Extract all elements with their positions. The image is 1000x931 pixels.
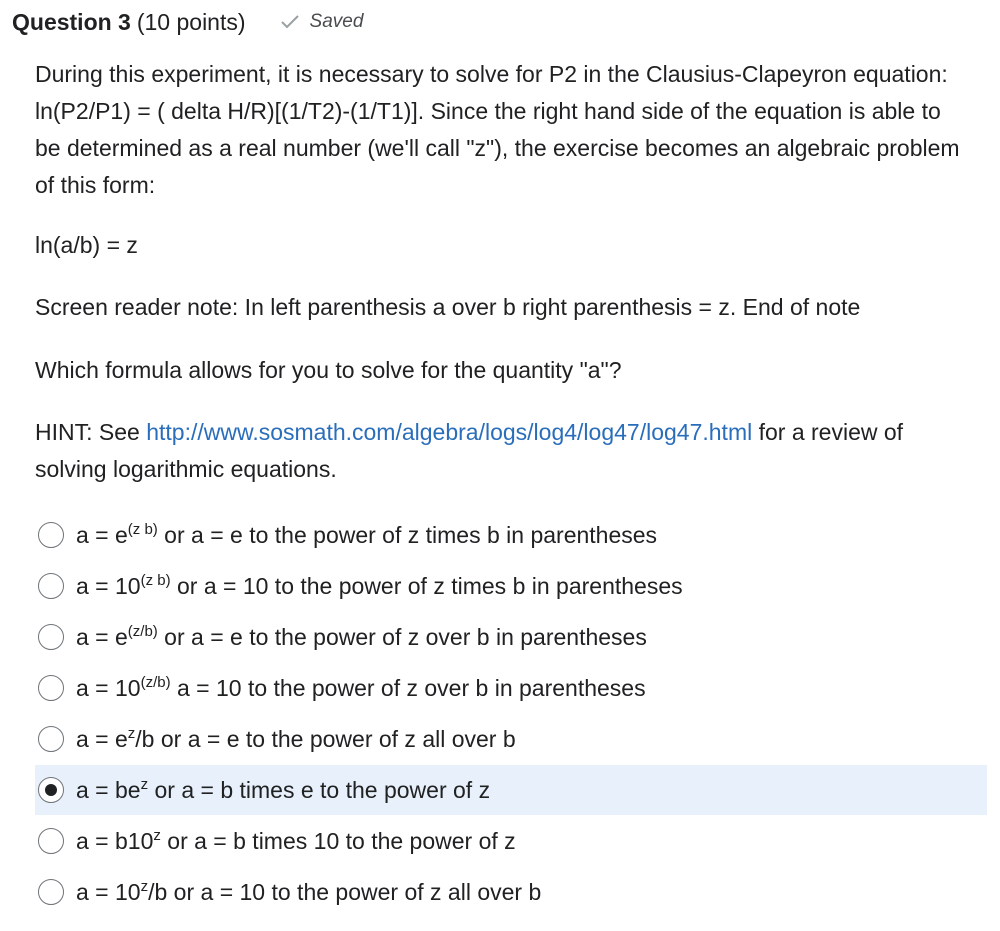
- option-base: a = 10: [76, 572, 141, 599]
- option-base: a = be: [76, 776, 141, 803]
- option-base: a = b10: [76, 827, 154, 854]
- option-exponent: z: [127, 724, 136, 742]
- option-rest: or a = b times e to the power of z: [148, 776, 491, 803]
- answer-option[interactable]: [35, 816, 987, 866]
- option-rest: or a = 10 to the power of z times b in parentheses: [170, 572, 683, 599]
- option-exponent: (z b): [127, 520, 158, 538]
- hint-suffix: for a review of solving logarithmic equations.: [35, 419, 904, 482]
- option-base: a = e: [76, 725, 128, 752]
- question-prompt: Which formula allows for you to solve for the quantity "a"?: [35, 357, 622, 383]
- option-label: [76, 828, 516, 855]
- option-label: [76, 675, 646, 702]
- answer-option[interactable]: [35, 561, 987, 611]
- option-base: a = 10: [76, 878, 141, 905]
- option-exponent: z: [140, 775, 149, 793]
- option-rest: /b or a = 10 to the power of z all over b: [148, 878, 542, 905]
- radio-button[interactable]: [38, 675, 64, 701]
- option-exponent: (z b): [140, 571, 171, 589]
- radio-button[interactable]: [38, 624, 64, 650]
- radio-button[interactable]: [38, 777, 64, 803]
- hint-link[interactable]: http://www.sosmath.com/algebra/logs/log4/log47/log47.html: [146, 419, 753, 445]
- saved-label: Saved: [309, 11, 364, 32]
- option-exponent: (z/b): [140, 673, 171, 691]
- option-label: [76, 879, 541, 906]
- option-base: a = e: [76, 623, 128, 650]
- checkmark-icon: [280, 14, 300, 30]
- radio-button[interactable]: [38, 828, 64, 854]
- option-label: [76, 726, 516, 753]
- option-rest: or a = b times 10 to the power of z: [160, 827, 516, 854]
- question-title: Question 3: [12, 8, 131, 35]
- option-exponent: (z/b): [127, 622, 158, 640]
- option-exponent: z: [140, 877, 149, 895]
- radio-button[interactable]: [38, 879, 64, 905]
- option-rest: or a = e to the power of z times b in parentheses: [157, 521, 658, 548]
- radio-button[interactable]: [38, 522, 64, 548]
- question-points: (10 points): [136, 8, 246, 35]
- answer-option[interactable]: [35, 714, 987, 764]
- option-rest: a = 10 to the power of z over b in parentheses: [170, 674, 646, 701]
- radio-button[interactable]: [38, 726, 64, 752]
- answer-option[interactable]: [35, 612, 987, 662]
- question-intro: During this experiment, it is necessary to solve for P2 in the Clausius-Clapeyron equation: ln(P2/P1) = ( delta H/R)[(1/T2)-(1/T1)]. Since the right hand side of the equation is able to be determined as a real number (we'll call "z"), the exercise becomes an algebraic problem of this form:: [35, 61, 960, 198]
- option-label: [76, 624, 647, 651]
- saved-status: [280, 11, 364, 33]
- option-rest: /b or a = e to the power of z all over b: [135, 725, 516, 752]
- answer-option[interactable]: [35, 867, 987, 917]
- option-label: [76, 573, 683, 600]
- answer-option[interactable]: [35, 510, 987, 560]
- radio-button[interactable]: [38, 573, 64, 599]
- option-base: a = e: [76, 521, 128, 548]
- hint-text: [35, 414, 965, 488]
- answer-option[interactable]: [35, 663, 987, 713]
- option-base: a = 10: [76, 674, 141, 701]
- equation-text: ln(a/b) = z: [35, 232, 138, 258]
- question-header: [12, 6, 363, 38]
- option-rest: or a = e to the power of z over b in parentheses: [157, 623, 647, 650]
- option-exponent: z: [153, 826, 161, 844]
- hint-prefix: HINT: See: [35, 419, 147, 445]
- option-label: [76, 522, 657, 549]
- screen-reader-note: Screen reader note: In left parenthesis a over b right parenthesis = z. End of note: [35, 294, 861, 320]
- radio-selected-dot: [45, 784, 57, 796]
- answer-option[interactable]: [35, 765, 987, 815]
- option-label: [76, 777, 490, 804]
